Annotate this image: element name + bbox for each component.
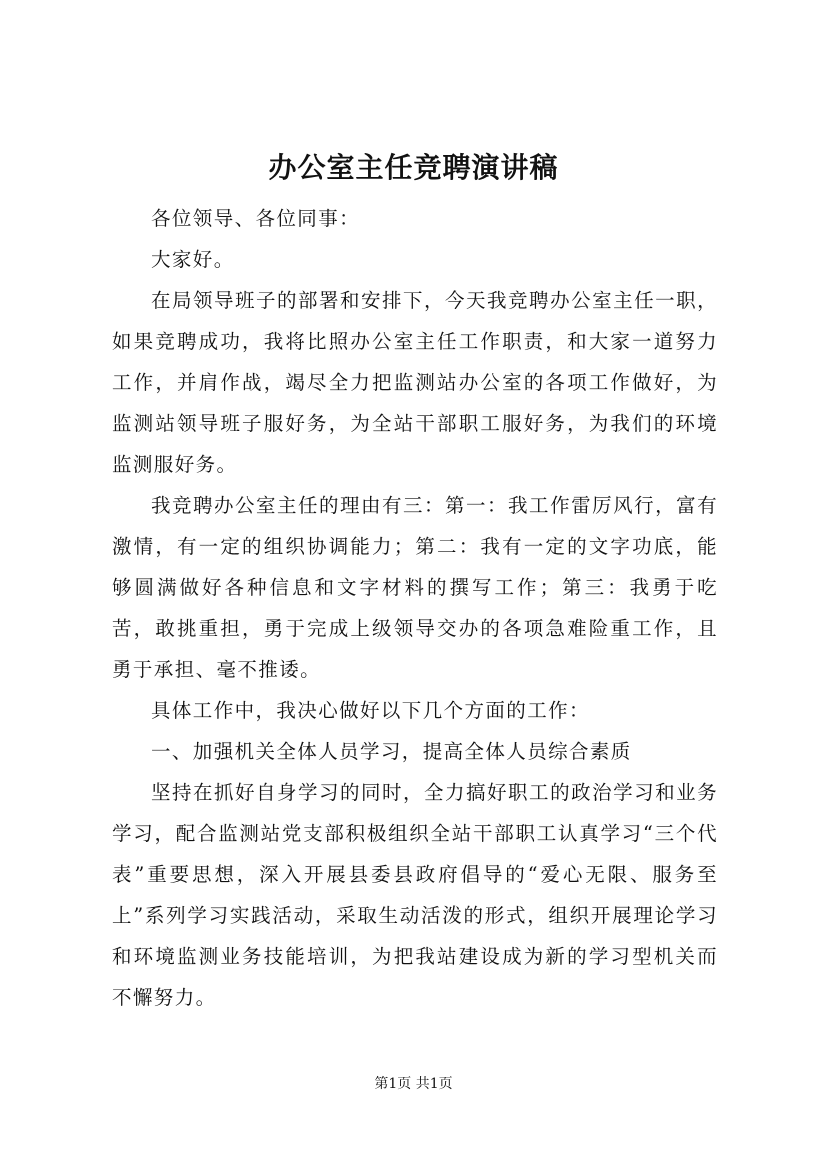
hello-paragraph: 大家好。 [151,248,235,271]
reasons-paragraph: 我竞聘办公室主任的理由有三：第一：我工作雷厉风行，富有激情，有一定的组织协调能力；第二：我有一定的文字功底，能够圆满做好各种信息和文字材料的撰写工作；第三：我勇于吃苦，敢挑重担，勇于完成上级领导交办的各项急难险重工作，且勇于承担、毫不推诿。 [112,494,718,681]
work-intro-paragraph: 具体工作中，我决心做好以下几个方面的工作： [151,699,590,722]
intro-paragraph: 在局领导班子的部署和安排下，今天我竞聘办公室主任一职，如果竞聘成功，我将比照办公室主任工作职责，和大家一道努力工作，并肩作战，竭尽全力把监测站办公室的各项工作做好，为监测站领导班子服好务，为全站干部职工服好务，为我们的环境监测服好务。 [112,289,718,476]
section-heading-1: 一、加强机关全体人员学习，提高全体人员综合素质 [151,740,632,763]
document-body [112,198,718,1018]
document-title: 办公室主任竞聘演讲稿 [268,151,559,184]
section-1-paragraph: 坚持在抓好自身学习的同时，全力搞好职工的政治学习和业务学习，配合监测站党支部积极组织全站干部职工认真学习“三个代表”重要思想，深入开展县委县政府倡导的“爱心无限、服务至上”系列学习实践活动，采取生动活泼的形式，组织开展理论学习和环境监测业务技能培训，为把我站建设成为新的学习型机关而不懈努力。 [112,781,718,1009]
page-number: 第1页 共1页 [374,1076,453,1092]
greeting-paragraph: 各位领导、各位同事： [151,207,361,230]
